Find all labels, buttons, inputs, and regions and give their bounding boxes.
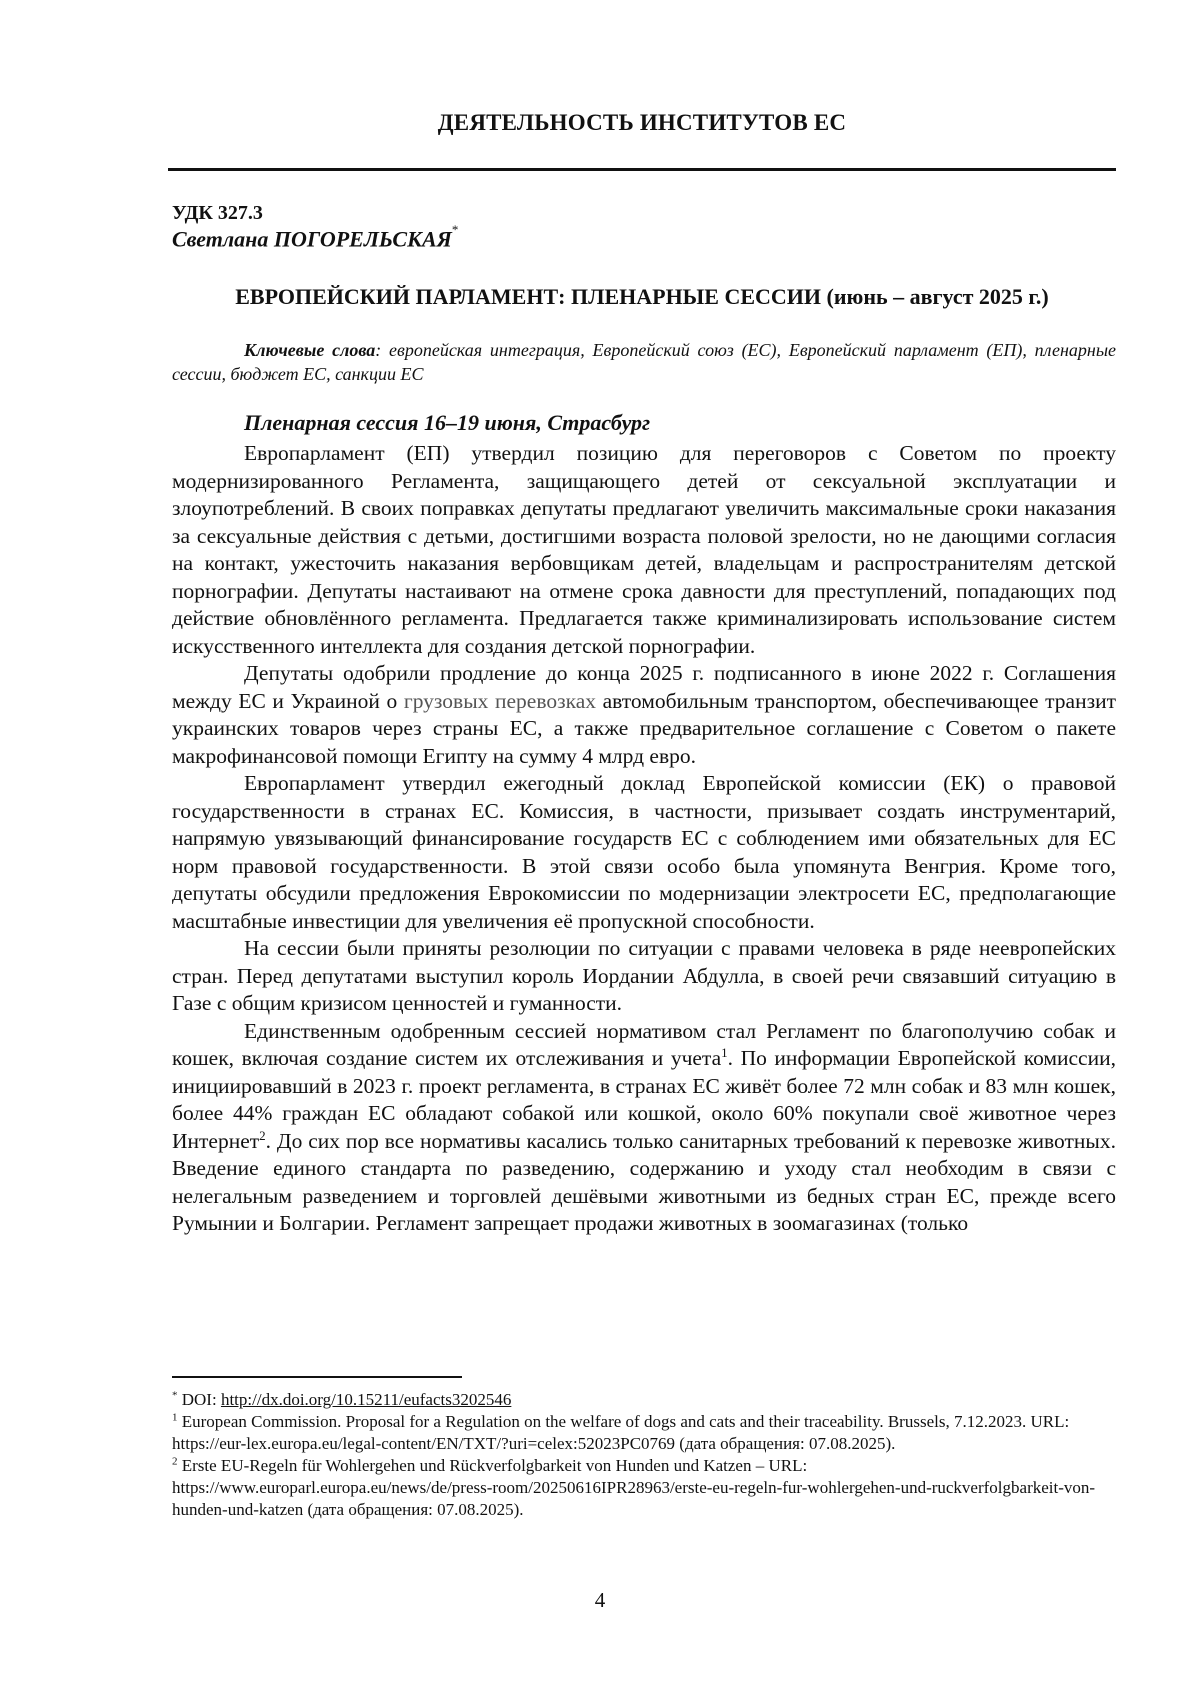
paragraph-4: На сессии были приняты резолюции по ситуации с правами человека в ряде неевропейских стран. Перед депутатами выступил король Иордании Абдулла, в своей речи связавший ситуацию в Газе с общим кризисом ценностей и гуманности. [172, 936, 1116, 1015]
article-body [172, 440, 1116, 1238]
paragraph-5-text-a: Единственным одобренным сессией нормативом стал Регламент по благополучию собак и кошек, включая создание систем их отслеживания и учета [172, 1018, 1116, 1070]
udc-code: УДК 327.3 [172, 202, 263, 224]
author-footnote-mark[interactable]: * [451, 222, 459, 237]
paragraph-2-text-b: автомобильным транспортом, обеспечивающее транзит украинских товаров через страны ЕС, а также предварительное соглашение с Советом о пакете макрофинансовой помощи Египту на сумму 4 млрд евро. [172, 688, 1116, 768]
paragraph-5-text-c: . До сих пор все нормативы касались только санитарных требований к перевозке животных. Введение единого стандарта по разведению, содержанию и уходу стал необходим в связи с нелегальным разведением и торговлей дешёвыми животными из бедных стран ЕС, прежде всего Румынии и Болгарии. Регламент запрещает продажи животных в зоомагазинах (только [172, 1128, 1116, 1235]
keywords-text: : европейская интеграция, Европейский союз (ЕС), Европейский парламент (ЕП), пленарные сессии, бюджет ЕС, санкции ЕС [172, 340, 1116, 384]
article-title: ЕВРОПЕЙСКИЙ ПАРЛАМЕНТ: ПЛЕНАРНЫЕ СЕССИИ (июнь – август 2025 г.) [235, 284, 1049, 309]
footnote-1-mark: 1 [172, 1411, 178, 1424]
author-line [172, 222, 459, 252]
doi-link[interactable]: http://dx.doi.org/10.15211/eufacts3202546 [220, 1390, 512, 1409]
paragraph-5 [172, 1018, 1116, 1238]
keywords-label: Ключевые слова [244, 340, 376, 360]
header-rule [168, 168, 1116, 171]
footnote-ref-2[interactable]: 2 [259, 1127, 266, 1143]
paragraph-3: Европарламент утвердил ежегодный доклад Европейской комиссии (ЕК) о правовой государственности в странах ЕС. Комиссия, в частности, призывает создать инструментарий, напрямую увязывающий финансирование государств ЕС с соблюдением ими обязательных для ЕС норм правовой государственности. В этой связи особо была упомянута Венгрия. Кроме того, депутаты обсудили предложения Еврокомиссии по модернизации электросети ЕС, предполагающие масштабные инвестиции для увеличения её пропускной способности. [172, 771, 1116, 933]
paragraph-2-text-a: Депутаты одобрили продление до конца 2025 г. подписанного в июне 2022 г. Соглашения между ЕС и Украиной о [172, 661, 1116, 713]
page-number: 4 [594, 1588, 606, 1612]
footnote-2 [172, 1455, 1116, 1521]
footnote-doi-prefix: DOI: [177, 1390, 221, 1409]
keywords [172, 338, 1116, 386]
footnote-doi-mark: * [172, 1389, 178, 1402]
footnote-1 [172, 1411, 1116, 1455]
footnote-doi [172, 1389, 1116, 1411]
freight-link[interactable]: грузовых перевозках [403, 688, 597, 713]
footnote-1-text: European Commission. Proposal for a Regulation on the welfare of dogs and cats and their traceability. Brussels, 7.12.2023. URL: https://eur-lex.europa.eu/legal-content/EN/TXT/?uri=celex:52023PC0769 (дата обращения: 07.08.2025). [172, 1412, 1070, 1453]
footnote-2-line-2: https://www.europarl.europa.eu/news/de/press-room/20250616IPR28963/erste-eu-regeln-fur-wohlergehen-und-ruckverfolgbarkeit-von-hunden-und-katzen (дата обращения: 07.08.2025). [172, 1478, 1096, 1519]
paragraph-1: Европарламент (ЕП) утвердил позицию для переговоров с Советом по проекту модернизированного Регламента, защищающего детей от сексуальной эксплуатации и злоупотреблений. В своих поправках депутаты предлагают увеличить максимальные сроки наказания за сексуальные действия с детьми, достигшими возраста половой зрелости, но не дающими согласия на контакт, ужесточить наказания вербовщикам детей, владельцам и распространителям детской порнографии. Депутаты настаивают на отмене срока давности для преступлений, попадающих под действие обновлённого регламента. Предлагается также криминализировать использование систем искусственного интеллекта для создания детской порнографии. [172, 441, 1116, 658]
section-header: ДЕЯТЕЛЬНОСТЬ ИНСТИТУТОВ ЕС [437, 110, 847, 135]
footnote-ref-1[interactable]: 1 [721, 1044, 728, 1060]
footnote-rule [172, 1376, 462, 1378]
paragraph-2 [172, 660, 1116, 770]
author-name: Светлана ПОГОРЕЛЬСКАЯ [172, 226, 452, 252]
footnotes [172, 1389, 1116, 1521]
paragraph-5-text-b: . По информации Европейской комиссии, инициировавший в 2023 г. проект регламента, в странах ЕС живёт более 72 млн собак и 83 млн кошек, более 44% граждан ЕС обладают собакой или кошкой, около 60% покупали своё животное через Интернет [172, 1046, 1116, 1153]
footnote-2-mark: 2 [172, 1455, 178, 1468]
session-heading: Пленарная сессия 16–19 июня, Страсбург [244, 410, 651, 435]
footnote-2-line-1: Erste EU-Regeln für Wohlergehen und Rückverfolgbarkeit von Hunden und Katzen – URL: [177, 1456, 808, 1475]
